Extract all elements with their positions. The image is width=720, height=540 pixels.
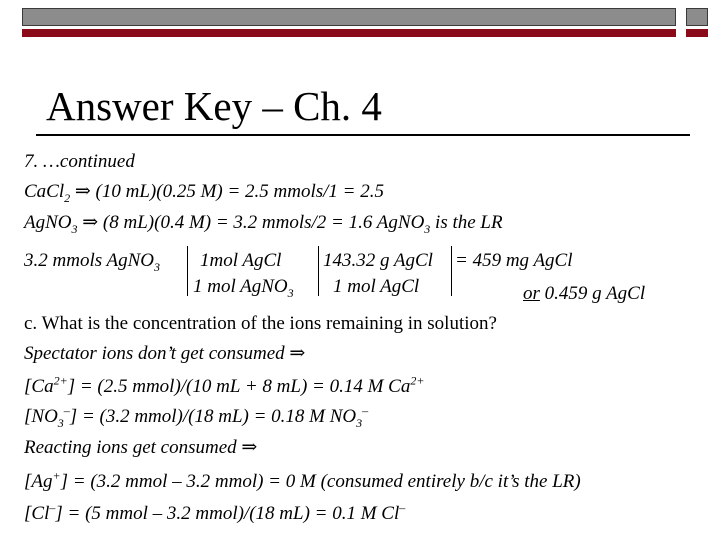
- agno3-lr: is the LR: [430, 212, 503, 233]
- ca-charge: 2+: [53, 373, 68, 388]
- top-gray-band: [22, 8, 676, 26]
- cacl2-sub: 2: [64, 190, 71, 205]
- corner-red-band: [686, 29, 708, 37]
- no3-sub-2: 3: [356, 415, 363, 430]
- line-ag: [24, 468, 581, 493]
- no3-charge: –: [63, 403, 70, 418]
- agno3-sub-2: 3: [424, 221, 431, 236]
- cacl2-calc: ⇒ (10 mL)(0.25 M) = 2.5 mmols/1 = 2.5: [70, 181, 385, 202]
- ca-open: [Ca: [24, 376, 54, 397]
- ag-charge: +: [52, 468, 61, 483]
- factor-result: = 459 mg AgCl: [455, 250, 573, 271]
- factor-divider-1: [187, 246, 188, 296]
- agno3-calc: ⇒ (8 mL)(0.4 M) = 3.2 mmols/2 = 1.6 AgNO: [77, 212, 425, 233]
- line-question-c: c. What is the concentration of the ions remaining in solution?: [24, 313, 497, 334]
- ca-calc: ] = (2.5 mmol)/(10 mL + 8 mL) = 0.14 M Ca: [67, 376, 411, 397]
- factor-num-2: 143.32 g AgCl: [323, 250, 433, 271]
- cl-charge: –: [49, 500, 56, 515]
- factor-den-1: [193, 276, 294, 298]
- line-cacl2: [24, 181, 384, 203]
- cl-open: [Cl: [24, 503, 50, 524]
- factor-start-text: 3.2 mmols AgNO: [24, 250, 155, 271]
- factor-alt: [523, 283, 645, 305]
- no3-charge-2: –: [362, 403, 369, 418]
- factor-start: [24, 250, 160, 272]
- factor-start-sub: 3: [154, 259, 161, 274]
- line-continued: [24, 151, 135, 173]
- top-gray-bar: [22, 8, 676, 38]
- line-reacting: Reacting ions get consumed ⇒: [24, 437, 258, 458]
- line-cl: [24, 500, 406, 525]
- ag-calc: ] = (3.2 mmol – 3.2 mmol) = 0 M (consumed entirely b/c it’s the LR): [60, 471, 581, 492]
- factor-alt-or: or: [523, 283, 540, 304]
- factor-alt-value: 0.459 g AgCl: [539, 283, 646, 304]
- agno3-sub: 3: [71, 221, 78, 236]
- no3-sub: 3: [57, 415, 64, 430]
- title-underline: [36, 134, 690, 136]
- top-red-band: [22, 29, 676, 37]
- ag-open: [Ag: [24, 471, 53, 492]
- factor-den-1-sub: 3: [287, 285, 294, 300]
- cl-calc: ] = (5 mmol – 3.2 mmol)/(18 mL) = 0.1 M Cl: [55, 503, 400, 524]
- agno3-part: AgNO: [24, 212, 72, 233]
- line-spectator: Spectator ions don’t get consumed ⇒: [24, 343, 306, 364]
- factor-den-2: 1 mol AgCl: [333, 276, 420, 297]
- line-no3: [24, 403, 369, 430]
- no3-open: [NO: [24, 406, 58, 427]
- factor-divider-3: [451, 246, 452, 296]
- cl-charge-2: –: [399, 500, 406, 515]
- slide-title: Answer Key – Ch. 4: [46, 83, 382, 129]
- cacl2-part: CaCl: [24, 181, 65, 202]
- continued-text: 7. …continued: [24, 151, 135, 172]
- top-corner-block: [686, 8, 708, 38]
- ca-charge-2: 2+: [410, 373, 425, 388]
- no3-calc: ] = (3.2 mmol)/(18 mL) = 0.18 M NO: [69, 406, 357, 427]
- factor-den-1-text: 1 mol AgNO: [193, 276, 288, 297]
- corner-gray-band: [686, 8, 708, 26]
- line-agno3: [24, 212, 503, 234]
- factor-divider-2: [318, 246, 319, 296]
- factor-num-1: 1mol AgCl: [200, 250, 282, 271]
- line-ca: [24, 373, 425, 398]
